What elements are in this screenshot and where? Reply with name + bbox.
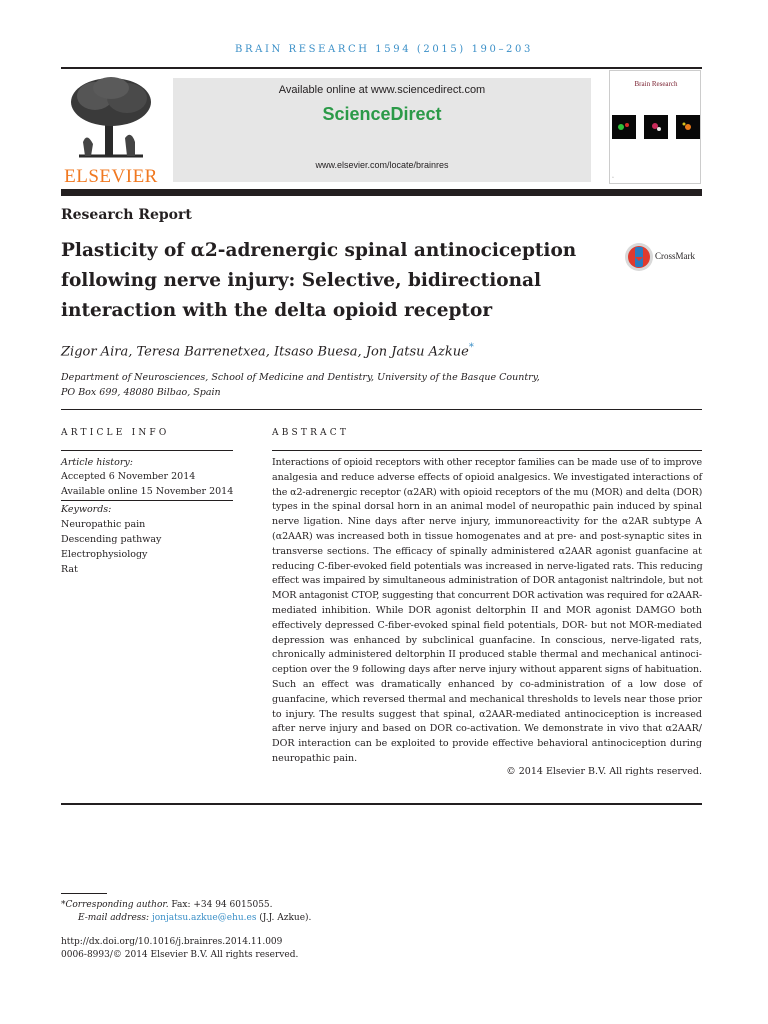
abstract-line: MOR antagonist CTOP, suggesting that concurrent DOR activation was required for α2AAR- xyxy=(272,590,702,602)
keyword-item: Rat xyxy=(61,564,78,575)
cover-image-3 xyxy=(676,115,700,139)
title-line: Plasticity of α2-adrenergic spinal antinociception xyxy=(61,240,577,261)
title-line: following nerve injury: Selective, bidirectional xyxy=(61,270,542,291)
abstract-line: ception over the 9 following days after nerve injury without apparent signs of habituation. xyxy=(272,664,702,676)
abstract-line: types in the spinal dorsal horn in an animal model of neuropathic pain induced by spinal xyxy=(272,501,702,513)
abstract-line: transverse sections. The efficacy of spinally administered α2AAR agonist guanfacine at xyxy=(272,545,702,557)
affiliation-line: Department of Neurosciences, School of Medicine and Dentistry, University of the Basque Country, xyxy=(61,372,540,383)
available-online-date: Available online 15 November 2014 xyxy=(61,486,234,497)
cover-title: Brain Research xyxy=(634,80,678,88)
front-matter-end-rule xyxy=(61,803,702,805)
accepted-date: Accepted 6 November 2014 xyxy=(61,471,196,482)
journal-cover xyxy=(609,70,701,184)
abstract-line: Interactions of opioid receptors with other receptor families can be made use of to improve xyxy=(272,457,702,468)
keyword-item: Neuropathic pain xyxy=(61,519,146,530)
section-divider xyxy=(61,409,702,410)
email-label: E-mail address: xyxy=(78,913,150,923)
article-history-label: Article history: xyxy=(61,457,133,468)
abstract-line: effectively depressed C-fiber-evoked spinal field potentials, DOR- but not MOR-mediated xyxy=(272,619,702,631)
abstract-line: analgesia and reduce adverse effects of opioid analgesics. We investigated interactions of xyxy=(272,471,703,483)
email-note xyxy=(78,913,311,923)
keywords-label: Keywords: xyxy=(61,504,112,515)
elsevier-logo xyxy=(61,72,161,185)
abstract-line: DOR interaction can be exploited to provide effective behavioral antinociception during xyxy=(272,738,702,750)
abstract-line: guanfacine, which reversed thermal and mechanical thresholds to levels near those prior xyxy=(272,693,703,705)
author-list xyxy=(61,342,474,359)
sciencedirect-logo: ScienceDirect xyxy=(322,104,442,124)
journal-url[interactable]: www.elsevier.com/locate/brainres xyxy=(315,160,449,170)
cover-image-1 xyxy=(612,115,636,139)
elsevier-tree-icon xyxy=(65,72,157,164)
abstract-line: (α2AAR) was increased both in tissue homogenates and at pre- and post-synaptic sites in xyxy=(272,530,702,542)
article-title xyxy=(61,236,601,326)
email-link[interactable]: jonjatsu.azkue@ehu.es xyxy=(151,913,257,923)
abstract-copyright: © 2014 Elsevier B.V. All rights reserved. xyxy=(506,766,702,777)
article-info-heading: ARTICLE INFO xyxy=(61,428,170,438)
crossmark-icon xyxy=(624,242,654,272)
abstract-line: Such an effect was dramatically enhanced by co-administration of a low dose of xyxy=(272,678,702,690)
abstract-line: reducing C-fiber-evoked field potentials was increased in nerve-ligated rats. This reducing xyxy=(272,560,703,572)
abstract-line: mediated inhibition. While DOR agonist deltorphin II and MOR agonist DAMGO both xyxy=(272,604,702,616)
crossmark-button[interactable] xyxy=(624,242,708,272)
keyword-item: Descending pathway xyxy=(61,534,162,545)
authors-text: Zigor Aira, Teresa Barrenetxea, Itsaso Buesa, Jon Jatsu Azkue xyxy=(61,344,469,360)
header-top-rule xyxy=(61,67,702,69)
affiliation-line: PO Box 699, 48080 Bilbao, Spain xyxy=(61,387,221,398)
corresponding-label: *Corresponding author. xyxy=(61,900,169,910)
footnote-rule xyxy=(61,893,107,894)
abstract-heading: ABSTRACT xyxy=(272,428,350,438)
abstract-line: the α2-adrenergic receptor (α2AR) with opioid receptors of the mu (MOR) and delta (DOR) xyxy=(272,486,703,498)
crossmark-label: CrossMark xyxy=(655,251,695,261)
cover-corner-mark: ▫ xyxy=(612,175,614,181)
sciencedirect-banner xyxy=(173,78,591,182)
keyword-item: Electrophysiology xyxy=(61,549,148,560)
abstract-line: neuropathic pain. xyxy=(272,752,358,764)
abstract-line: depression was enhanced by subclinical guanfacine. In conscious, nerve-ligated rats, xyxy=(272,634,702,646)
abstract-line: nerve ligation. Nine days after nerve injury, immunoreactivity for the α2AR subtype A xyxy=(272,516,702,528)
title-line: interaction with the delta opioid receptor xyxy=(61,300,493,321)
abstract-rule xyxy=(272,450,702,451)
cover-image-2 xyxy=(644,115,668,139)
abstract-line: effect was impaired by simultaneous administration of DOR antagonist naltrindole, but not xyxy=(272,575,703,587)
doi-link[interactable]: http://dx.doi.org/10.1016/j.brainres.2014.11.009 xyxy=(61,937,283,947)
corresponding-author-marker[interactable]: * xyxy=(468,342,474,353)
abstract-line: to injury. The results suggest that spinal, α2AAR-mediated antinociception is increased xyxy=(272,708,702,720)
available-online-text: Available online at www.sciencedirect.com xyxy=(278,84,486,96)
article-type: Research Report xyxy=(61,207,192,223)
history-rule xyxy=(61,500,233,501)
abstract-body xyxy=(272,456,702,767)
affiliation xyxy=(61,370,661,400)
issn-copyright: 0006-8993/© 2014 Elsevier B.V. All rights reserved. xyxy=(61,950,299,960)
email-suffix: (J.J. Azkue). xyxy=(256,913,312,923)
header-thick-rule xyxy=(61,189,702,196)
abstract-line: after nerve injury and based on DOR co-activation. We demonstrate in vivo that α2AAR/ xyxy=(272,723,702,735)
fax-text: Fax: +34 94 6015055. xyxy=(168,900,273,910)
elsevier-wordmark: ELSEVIER xyxy=(64,166,158,187)
corresponding-author-note xyxy=(61,900,273,910)
journal-citation: BRAIN RESEARCH 1594 (2015) 190–203 xyxy=(235,44,533,55)
article-info-rule xyxy=(61,450,233,451)
abstract-line: chronically administered deltorphin II produced stable thermal and mechanical antinoci- xyxy=(272,649,702,661)
